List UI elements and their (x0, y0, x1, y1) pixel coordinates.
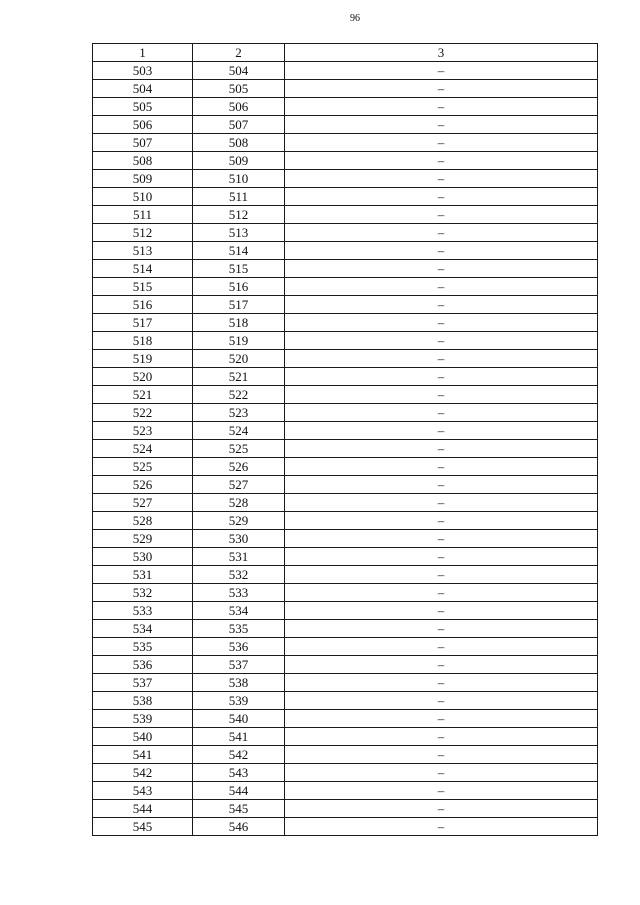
table-cell-col3: – (285, 206, 598, 224)
table-row (93, 98, 598, 116)
table-row (93, 386, 598, 404)
table-cell-col1: 528 (93, 512, 193, 530)
table-row (93, 764, 598, 782)
table-cell-col3: – (285, 620, 598, 638)
table-cell-col1: 519 (93, 350, 193, 368)
table-cell-col2: 546 (193, 818, 285, 836)
table-cell-col1: 517 (93, 314, 193, 332)
table-cell-col2: 516 (193, 278, 285, 296)
table-cell-col2: 542 (193, 746, 285, 764)
table-cell-col1: 508 (93, 152, 193, 170)
table-cell-col1: 521 (93, 386, 193, 404)
table-cell-col2: 514 (193, 242, 285, 260)
table-row (93, 800, 598, 818)
table-cell-col2: 517 (193, 296, 285, 314)
table-cell-col2: 541 (193, 728, 285, 746)
table-cell-col1: 515 (93, 278, 193, 296)
table-cell-col3: – (285, 404, 598, 422)
table-row (93, 278, 598, 296)
table-cell-col2: 504 (193, 62, 285, 80)
table-cell-col3: – (285, 494, 598, 512)
column-header-1: 1 (93, 44, 193, 62)
table-cell-col3: – (285, 170, 598, 188)
table-cell-col1: 543 (93, 782, 193, 800)
table-row (93, 512, 598, 530)
table-cell-col2: 515 (193, 260, 285, 278)
table-cell-col2: 524 (193, 422, 285, 440)
table-row (93, 242, 598, 260)
table-cell-col3: – (285, 386, 598, 404)
table-cell-col2: 511 (193, 188, 285, 206)
table-cell-col3: – (285, 566, 598, 584)
table-cell-col1: 538 (93, 692, 193, 710)
table-cell-col3: – (285, 764, 598, 782)
table-cell-col2: 506 (193, 98, 285, 116)
column-header-3: 3 (285, 44, 598, 62)
table-cell-col1: 503 (93, 62, 193, 80)
table-cell-col1: 544 (93, 800, 193, 818)
table-row (93, 530, 598, 548)
table-row (93, 206, 598, 224)
table-row (93, 134, 598, 152)
table-cell-col3: – (285, 746, 598, 764)
table-row (93, 404, 598, 422)
table-cell-col3: – (285, 674, 598, 692)
table-cell-col2: 528 (193, 494, 285, 512)
table-row (93, 548, 598, 566)
table-row (93, 746, 598, 764)
table-row (93, 458, 598, 476)
table-row (93, 476, 598, 494)
table-cell-col3: – (285, 80, 598, 98)
table-cell-col3: – (285, 710, 598, 728)
table-cell-col1: 511 (93, 206, 193, 224)
table-cell-col3: – (285, 134, 598, 152)
table-cell-col3: – (285, 422, 598, 440)
table-row (93, 422, 598, 440)
table-cell-col3: – (285, 368, 598, 386)
table-cell-col1: 513 (93, 242, 193, 260)
table-cell-col2: 543 (193, 764, 285, 782)
table-cell-col3: – (285, 278, 598, 296)
table-cell-col2: 512 (193, 206, 285, 224)
table-cell-col1: 523 (93, 422, 193, 440)
table-row (93, 296, 598, 314)
table-cell-col3: – (285, 656, 598, 674)
table-cell-col3: – (285, 188, 598, 206)
table-body (93, 62, 598, 836)
table-cell-col3: – (285, 62, 598, 80)
table-row (93, 602, 598, 620)
table-cell-col3: – (285, 458, 598, 476)
data-table (92, 43, 598, 836)
table-cell-col2: 527 (193, 476, 285, 494)
table-cell-col1: 514 (93, 260, 193, 278)
table-cell-col1: 532 (93, 584, 193, 602)
table-cell-col1: 526 (93, 476, 193, 494)
table-cell-col2: 532 (193, 566, 285, 584)
table-cell-col1: 542 (93, 764, 193, 782)
table-cell-col2: 536 (193, 638, 285, 656)
table-cell-col2: 507 (193, 116, 285, 134)
table-row (93, 368, 598, 386)
table-row (93, 674, 598, 692)
table-cell-col2: 535 (193, 620, 285, 638)
table-cell-col2: 505 (193, 80, 285, 98)
table-cell-col2: 537 (193, 656, 285, 674)
table-cell-col2: 533 (193, 584, 285, 602)
table-cell-col2: 509 (193, 152, 285, 170)
table-row (93, 494, 598, 512)
table-cell-col1: 507 (93, 134, 193, 152)
table-cell-col1: 518 (93, 332, 193, 350)
table-cell-col1: 530 (93, 548, 193, 566)
table-cell-col2: 526 (193, 458, 285, 476)
table-cell-col1: 534 (93, 620, 193, 638)
table-cell-col2: 521 (193, 368, 285, 386)
table-cell-col1: 510 (93, 188, 193, 206)
table-cell-col1: 525 (93, 458, 193, 476)
table-cell-col3: – (285, 116, 598, 134)
table-cell-col3: – (285, 260, 598, 278)
table-row (93, 782, 598, 800)
table-cell-col1: 533 (93, 602, 193, 620)
table-row (93, 728, 598, 746)
table-cell-col3: – (285, 332, 598, 350)
table-cell-col2: 508 (193, 134, 285, 152)
table-cell-col2: 540 (193, 710, 285, 728)
table-cell-col3: – (285, 728, 598, 746)
page-number: 96 (350, 13, 360, 24)
table-cell-col3: – (285, 584, 598, 602)
table-cell-col3: – (285, 800, 598, 818)
table-cell-col1: 529 (93, 530, 193, 548)
table-cell-col2: 519 (193, 332, 285, 350)
table-cell-col3: – (285, 242, 598, 260)
table-cell-col1: 506 (93, 116, 193, 134)
table-cell-col1: 509 (93, 170, 193, 188)
table-cell-col1: 524 (93, 440, 193, 458)
table-cell-col1: 505 (93, 98, 193, 116)
table-cell-col2: 523 (193, 404, 285, 422)
table-row (93, 332, 598, 350)
table-row (93, 152, 598, 170)
table-cell-col1: 531 (93, 566, 193, 584)
table-row (93, 692, 598, 710)
table-cell-col2: 545 (193, 800, 285, 818)
table-cell-col2: 513 (193, 224, 285, 242)
table-cell-col1: 504 (93, 80, 193, 98)
table-cell-col3: – (285, 548, 598, 566)
table-row (93, 62, 598, 80)
table-cell-col2: 529 (193, 512, 285, 530)
table-cell-col2: 520 (193, 350, 285, 368)
table-row (93, 170, 598, 188)
table-row (93, 710, 598, 728)
table-header-row (93, 44, 598, 62)
table-cell-col2: 522 (193, 386, 285, 404)
table-row (93, 350, 598, 368)
table-cell-col3: – (285, 224, 598, 242)
table-cell-col3: – (285, 476, 598, 494)
table-cell-col1: 516 (93, 296, 193, 314)
table-cell-col3: – (285, 782, 598, 800)
table-cell-col1: 527 (93, 494, 193, 512)
table-row (93, 566, 598, 584)
table-row (93, 656, 598, 674)
table-cell-col3: – (285, 314, 598, 332)
table-row (93, 314, 598, 332)
table-cell-col3: – (285, 152, 598, 170)
table-cell-col1: 535 (93, 638, 193, 656)
table-cell-col2: 539 (193, 692, 285, 710)
table-cell-col1: 540 (93, 728, 193, 746)
table-row (93, 260, 598, 278)
table-cell-col2: 538 (193, 674, 285, 692)
table-cell-col2: 525 (193, 440, 285, 458)
table-cell-col3: – (285, 350, 598, 368)
table-cell-col1: 541 (93, 746, 193, 764)
table-cell-col1: 512 (93, 224, 193, 242)
table-cell-col2: 544 (193, 782, 285, 800)
table-row (93, 638, 598, 656)
table-cell-col2: 510 (193, 170, 285, 188)
table-cell-col1: 522 (93, 404, 193, 422)
table-cell-col3: – (285, 296, 598, 314)
table-cell-col3: – (285, 98, 598, 116)
table-cell-col3: – (285, 818, 598, 836)
column-header-2: 2 (193, 44, 285, 62)
table-row (93, 116, 598, 134)
table-cell-col3: – (285, 440, 598, 458)
table-cell-col2: 531 (193, 548, 285, 566)
table-row (93, 80, 598, 98)
table-cell-col1: 545 (93, 818, 193, 836)
table-cell-col2: 534 (193, 602, 285, 620)
table-cell-col3: – (285, 602, 598, 620)
table-row (93, 224, 598, 242)
table-cell-col3: – (285, 530, 598, 548)
table-cell-col3: – (285, 638, 598, 656)
table-row (93, 584, 598, 602)
table-cell-col1: 539 (93, 710, 193, 728)
table-row (93, 818, 598, 836)
table-row (93, 440, 598, 458)
table-cell-col2: 530 (193, 530, 285, 548)
table-cell-col3: – (285, 692, 598, 710)
table-row (93, 620, 598, 638)
table-cell-col3: – (285, 512, 598, 530)
table-cell-col1: 520 (93, 368, 193, 386)
table-cell-col1: 537 (93, 674, 193, 692)
table-row (93, 188, 598, 206)
table-cell-col1: 536 (93, 656, 193, 674)
table-cell-col2: 518 (193, 314, 285, 332)
